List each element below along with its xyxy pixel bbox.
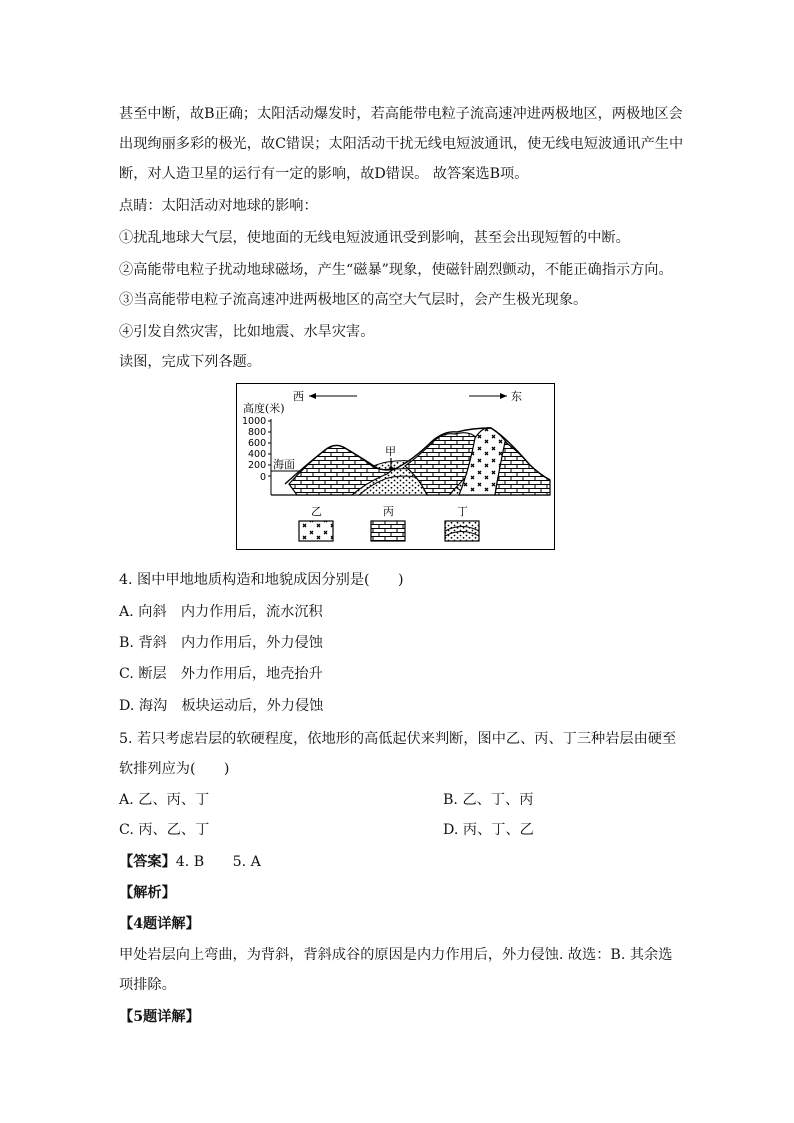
jia-marker-dot [389,466,393,470]
q4-detail-line: 甲处岩层向上弯曲，为背斜，背斜成谷的原因是内力作用后，外力侵蚀. 故选：B. 其余选 [119,947,673,963]
tip-heading: 点睛：太阳活动对地球的影响： [119,198,318,214]
paragraph-line: 断，对人造卫星的运行有一定的影响，故D错误。 故答案选B项。 [119,166,529,182]
tip-item-4: ④引发自然灾害，比如地震、水旱灾害。 [119,324,375,340]
rock-layer-bing-slope [495,442,550,495]
question-4-option-b: B. 背斜 内力作用后，外力侵蚀 [119,635,323,651]
legend-swatch-yi [299,521,333,541]
y-axis-label: 高度(米) [243,402,285,415]
y-tick-label: 1000 [242,416,267,427]
answer-line [119,852,261,872]
q4-detail-line-cont: 项排除。 [119,977,176,993]
question-5-option-a: A. 乙、丙、丁 [119,792,210,808]
sea-level-label: 海面 [273,458,295,471]
question-5-option-b: B. 乙、丁、丙 [443,792,534,808]
tip-item-2: ②高能带电粒子扰动地球磁场，产生“磁暴”现象，使磁针剧烈颤动，不能正确指示方向。 [119,262,673,278]
reading-instruction: 读图，完成下列各题。 [119,354,261,370]
q4-detail-heading: 【4题详解】 [119,916,200,932]
question-4-option-c: C. 断层 外力作用后，地壳抬升 [119,666,323,682]
y-tick-label: 0 [260,472,267,483]
question-5-option-c: C. 丙、乙、丁 [119,822,210,838]
tip-item-3: ③当高能带电粒子流高速冲进两极地区的高空大气层时，会产生极光现象。 [119,292,588,308]
question-5-option-d: D. 丙、丁、乙 [443,822,534,838]
west-label: 西 [293,390,304,403]
answer-text: 4. B 5. A [175,854,261,870]
y-tick-label: 800 [248,427,267,438]
analysis-heading: 【解析】 [119,885,176,901]
legend-label-bing: 丙 [383,505,394,518]
legend-swatch-bing [371,521,405,541]
answer-label: 【答案】 [119,854,176,870]
east-label: 东 [511,390,522,403]
paragraph-line: 出现绚丽多彩的极光，故C错误；太阳活动干扰无线电短波通讯，使无线电短波通讯产生中 [119,136,684,152]
y-tick-label: 600 [248,438,267,449]
question-4-option-a: A. 向斜 内力作用后，流水沉积 [119,604,323,620]
west-arrow-icon [309,393,316,399]
geology-cross-section-figure [236,383,555,550]
jia-label: 甲 [385,445,396,458]
legend-label-ding: 丁 [457,505,468,518]
q5-detail-heading: 【5题详解】 [119,1009,200,1025]
east-arrow-icon [500,393,507,399]
y-tick-label: 200 [248,460,267,471]
legend-label-yi: 乙 [311,505,322,518]
question-4-stem: 4. 图中甲地地质构造和地貌成因分别是( ) [119,572,404,588]
y-tick-label: 400 [248,449,267,460]
question-4-option-d: D. 海沟 板块运动后，外力侵蚀 [119,698,324,714]
tip-item-1: ①扰乱地球大气层，使地面的无线电短波通讯受到影响，甚至会出现短暂的中断。 [119,230,630,246]
paragraph-line: 甚至中断，故B正确；太阳活动爆发时，若高能带电粒子流高速冲进两极地区，两极地区会 [119,106,683,122]
question-5-stem-cont: 软排列应为( ) [119,761,230,777]
question-5-stem: 5. 若只考虑岩层的软硬程度，依地形的高低起伏来判断，图中乙、丙、丁三种岩层由硬至 [119,731,677,747]
